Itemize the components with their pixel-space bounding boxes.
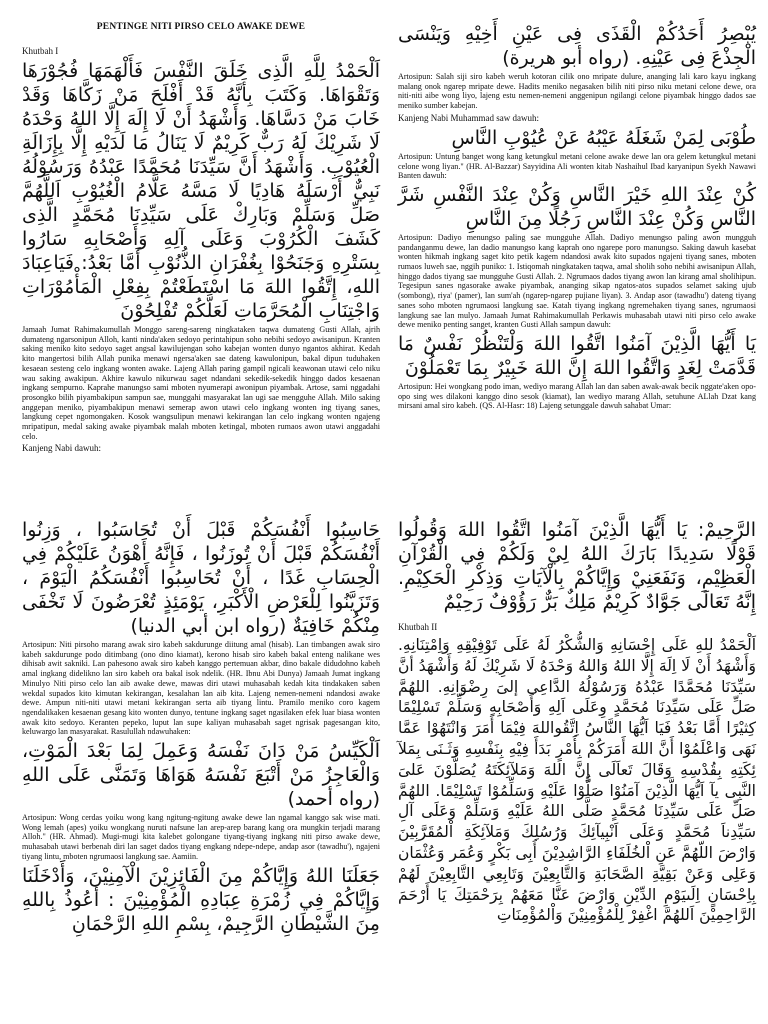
arabic-opening-prayer: اَلْحَمْدُ لِلَّهِ الَّذِى خَلَقَ النَّفْسَ فَأَلْهَمَهَا فُجُوْرَهَا وَتَقْوَاهَا. وَكَتَبَ بِأَنَّهُ قَدْ أَفْلَحَ مَنْ زَكَّاهَا وَقَدْ خَابَ مَنْ دَسَّاهَا. وَأَشْهَدُ أَنْ لَا إِلَهَ إِلَّا اللهُ وَحْدَهُ لَا شَرِيْكَ لَهُ رَبٌّ كَرِيْمٌ لَا يَنَالُ مَا لَدَيْهِ إِلَّا بِإِزَالَةِ الْعُيُوْبِ. وَأَشْهَدُ أَنَّ سَيِّدَنَا مُحَمَّدًا عَبْدُهُ وَرَسُوْلُهُ نَبِيٌّ أَرْسَلَهُ هَادِيًا لَا مَسَّهُ عَلَّامُ الْغُيُوْبِ اَللَّهُمَّ صَلِّ وَسَلِّمْ وَبَارِكْ عَلَى سَيِّدِنَا مُحَمَّدٍ الَّذِى كَشَفَ الْكُرُوْبَ وَعَلَى آلِهِ وَأَصْحَابِهِ سَارُوا بِسَتْرِهِ وَجَنَحُوْا بِغُفْرَانِ الذُّنُوْبِ أَمَّا بَعْدُ: فَيَاعِبَادَ اللهِ، إِتَّقُوا اللهَ مَا اسْتَطَعْتُمْ بِفِعْلِ الْمَأْمُوْرَاتِ وَاجْتِنَابِ الْمُحَرَّمَاتِ لَعَلَّكُمْ تُفْلِحُوْنَ	[22, 60, 380, 322]
quadrant-bottom-right	[398, 518, 756, 1016]
arabic-hadith: اَلْكَيِّسُ مَنْ دَانَ نَفْسَهُ وَعَمِلَ لِمَا بَعْدَ الْمَوْتِ، وَالْعَاجِزُ مَنْ أَتْبَعَ نَفْسَهُ هَوَاهَا وَتَمَنَّى عَلَى اللهِ (رواه أحمد)	[22, 740, 380, 811]
khutbah-2-label: Khutbah II	[398, 622, 438, 632]
translation-4: Artosipun: Hei wongkang podo iman, wediyo marang Allah lan dan saben awak-awak becik nggate'aken opo-opo sing wes dilakoni kanggo dino sesok (kiamat), lan wediyo marang Allah, setuhune ALlah Dzat kang mirsani amal siro kabeh. (QS. Al-Hasr: 18) Lajeng setunggale dawuh sahabat Umar:	[398, 381, 756, 411]
translation-2: Artosipun: Wong cerdas yoiku wong kang ngitung-ngitung awake dewe lan ngamal kanggo sak wise mati. Wong lemah (apes) yoiku wongkang nuruti nafsune lan arep-arep barang kang ora mungkin terjadi marang Alloh." (HR. Ahmad). Mugi-mugi kita kalebet golongane tiyang-tiyang ingkang niti pirso awake dewe, muhasabah utawi berbenah diri lan saget dados tiyang engkang ndepe-ndepe, andap asor (tawadhu'), ngajeni tiyang lintu, mboten ngrumaosi langkung sae. Aamiin.	[22, 813, 380, 861]
arabic-khutbah-1-ending: الرَّحِيمْ: يَا أَيُّهَا الَّذِيْنَ آمَنُوا اتَّقُوا اللهَ وَقُولُوا قَوْلًا سَدِيدًا بَارَكَ اللهُ لِيْ وَلَكُمْ فِي الْقُرْآنِ الْعَظِيْمِ، وَنَفَعَنِيْ وَإِيَّاكُمْ بِالْآيَاتِ وَذِكْرِ الْحَكِيْمِ. إِنَّهُ تَعَالَى جَوَّادٌ كَرِيْمٌ مَلِكٌ بَرٌّ رَؤُوْفٌ رَحِيْمٌ	[398, 519, 756, 613]
quadrant-top-right	[398, 22, 756, 472]
translation-3: Artosipun: Dadiyo menungso paling sae mungguhe Allah. Dadiyo menungso paling awon mungguh pandanganmu dewe, lan dadio manungso kang kaprah ono ngarepe poro manungso. Saking dawuh kasebat wonten hikmah ingkang saget kito petik kagem ndandosi awak kito supados ngajeni tiyang sanes, mboten rumaos luweh sae, nggih puniko: 1. Istiqomah ningkataken taqwa, amal sholih soho nebihi awisanipun Allah, hinggo dados tiyang sae mungguhe Gusti Allah. 2. Ngrumaos dados tiyang awon lan kirang amal sholihipun. Tegesipun sanes ngasorake awake piyambak, ananging sikap ngatos-atos supados selamet saking ujub (sombong), riya' (pamer), lan sum'ah (ngarep-ngarep pujiane liyan). 3. Andap asor (tawadhu') dateng tiyang sanes soho mboten ngrumaosi langkung sae. Katah tiyang ingkang ngremehaken tiyang sanes, ngrumaosi langkung sae lan mulyo. Jamaah Jumat Rahimakumullah Perkawis muhasabah utawi niti pirso celo awake dewe meniko penting sanget, kranten Gusti Allah sampun dawuh:	[398, 232, 756, 330]
translation-2: Artosipun: Untung banget wong kang ketungkul metani celone awake dewe lan ora gelem ketungkul metani celone wong liyan." (HR. Al-Bazzar) Sayyidina Ali wonten kitab Nashaihul Ibad karyanipun Syekh Nawawi Banten dawuh:	[398, 151, 756, 181]
hadith-2-label: Kanjeng Nabi Muhammad saw dawuh:	[398, 112, 539, 123]
arabic-khutbah-2: اَلْحَمْدُ للهِ عَلَى إِحْسَانِهِ وَالشُّكْرُ لَهُ عَلَى تَوْفِيْقِهِ وَاِمْتِنَانِهِ. وَأَشْهَدُ أَنْ لَا اِلَهَ إِلَّا اللهُ وَاللهُ وَحْدَهُ لَا شَرِيْكَ لَهُ وَأَشْهَدُ أنَّ سَيِّدَنَا مُحَمَّدًا عَبْدُهُ وَرَسُوْلُهُ الدَّاعِى إلىَ رِضْوَانِهِ. اللهُمَّ صَلِّ عَلَى سَيِّدِنَا مُحَمَّدٍ وِعَلَى اَلِهِ وَأَصْحَابِهِ وَسَلِّمْ تَسْلِيْمًا كِثيْرًا أَمَّا بَعْدُ فَيَا اَيُّهَا النَّاسُ اِتَّقُواللهَ فِيْمَا أَمَرَ وَانْتَهُوْا عَمَّا نَهَى وَاعْلَمُوْا أَنَّ اللهَ أَمَرَكُمْ بِأَمْرٍ بَدَأَ فِيْهِ بِنَفْسِهِ وَثَـنَى بِمَلآ ئِكَتِهِ بِقُدْسِهِ وَقَالَ تَعاَلَى إِنَّ اللهَ وَمَلآئِكَتَهُ يُصَلُّوْنَ عَلىَ النَّبِى يآ اَيُّهَا الَّذِيْنَ آمَنُوْا صَلُّوْا عَلَيْهِ وَسَلِّمُوْا تَسْلِيْمًا. اللهُمَّ صَلِّ عَلَى سَيِّدِنَا مُحَمَّدٍ صَلَّى اللهُ عَلَيْهِ وَسَلِّمْ وَعَلَى آلِ سَيِّدِناَ مُحَمَّدٍ وَعَلَى اَنْبِيآئِكَ وَرُسُلِكَ وَمَلآئِكَةِ اْلمُقَرَّبِيْنَ وَارْضَ اللّهُمَّ عَنِ اْلخُلَفَاءِ الرَّاشِدِيْنَ أَبِى بَكْرٍ وَعُمَر وَعُثْمَان وَعَلِى وَعَنْ بَقِيَّةِ الصَّحَابَةِ وَالتَّابِعِيْنَ وَتَابِعِي التَّابِعِيْنَ لَهُمْ بِاِحْسَانٍ اِلَىيَوْمِ الدِّيْنِ وَارْضَ عَنَّا مَعَهُمْ بِرَحْمَتِكَ يَا أَرْحَمَ الرَّاحِمِيْنَ اَللهُمَّ اغْفِرْ لِلْمُؤْمِنِيْنَ وَاْلمُؤْمِنَاتِ	[398, 636, 756, 925]
arabic-hadith-1: يُبْصِرُ أَحَدُكُمْ الْقَذَى فِى عَيْنِ أَخِيْهِ وَيَنْسَى الْجِذْعَ فِى عَيْنِهِ. (رواه أبو هريرة)	[398, 23, 756, 69]
khutbah-1-label: Khutbah I	[22, 46, 59, 56]
arabic-quote-ali: كُنْ عِنْدَ اللهِ خَيْرَ النَّاسِ وَكُنْ عِنْدَ النَّفْسِ شَرَّ النَّاسِ وَكُنْ عِنْدَ النَّاسِ رَجُلًا مِنَ النَّاسِ	[398, 183, 756, 230]
quadrant-bottom-left	[22, 518, 380, 1016]
hadith-intro-label: Kanjeng Nabi dawuh:	[22, 443, 101, 454]
arabic-hadith-2: طُوْبَى لِمَنْ شَغَلَهُ عَيْبُهُ عَنْ عُيُوْبِ النَّاسِ	[451, 126, 756, 149]
quadrant-top-left	[22, 22, 380, 472]
translation-paragraph: Jamaah Jumat Rahimakumullah Monggo sareng-sareng ningkataken taqwa dumateng Gusti Allah, ajrih dumateng ngarsonipun Alloh, kanti ninda'aken sedoyo perintahipun soho nebihi sedoyo awisanipun. Kranten saking meniko kito sedoyo saget angsal kawilujengan soho kabejan wonten dunyo ngantos akhirat. Kedah kito mangertosi bilih Allah punika menawi ngersa'aken sae dateng kawulonipun, bakal dipun tuduhaken kesaean sesteng celo ingkang wonten awake. Lajeng Allah paring gampil ngicali keawonan utawi celo niku wau saking awakipun. Akhire kawulo nikurwau saget ndandani sekedik-sekedik hinggo dados kesaenan ingkang sempurno. Kaprahe manungso sami mboten nyumerapi awonipun piyambak. Artose, sami nggadahi prosongko bilih piyambakipun sampun sae, munggahi masyarakat lan ugi sae mengguhe Allah. Milo saking anggepan meniko, piyambakipun menawi semerap awon utawi celo ingkang wonten ing tiyang sanes, langkung cepet ngomongaken. Kosok wangsulipun menawi kekirangan lan celo ingkang wonten ngajeng mripatipun, medal saking awake piyambak malah mboten ketingal, mboten rumaos awon utawi anggadahi celo.	[22, 325, 380, 441]
document-title: PENTINGE NITI PIRSO CELO AWAKE DEWE	[96, 22, 306, 32]
arabic-closing-prayer: جَعَلَنَا اللهُ وَإِيَّاكُمْ مِنَ الْفَائِزِيْنَ الْآمِنِيْنَ، وَأَدْخَلَنَا وَإِيَّاكُمْ فِي زُمْرَةِ عِبَادِهِ الْمُؤْمِنِيْنَ : أَعُوذُ بِاللهِ مِنَ الشَّيْطَانِ الرَّجِيمْ، بِسْمِ اللهِ الرَّحْمَانِ	[22, 864, 380, 935]
translation-1: Artosipun: Salah siji siro kabeh weruh kotoran cilik ono mripate dulure, ananging lali karo kayu ingkang malang onok ngarep mripate dewe. Hadits meniko negasaken bilih niti pirso niku metani celone dewe, ora niti-niti aibe wong liyo, lajeng estu nemen-nemeni anggenipun ngilangi celone piyambak hinggo dados sae meniko sumber kabejan.	[398, 72, 756, 111]
arabic-umar-quote: حَاسِبُوا أَنْفُسَكُمْ قَبْلَ أَنْ تُحَاسَبُوا ، وَزِنُوا أَنْفُسَكُمْ قَبْلَ أَنْ تُوزَنُوا ، فَإِنَّهُ أَهْوَنُ عَلَيْكُمْ فِي الْحِسَابِ غَدًا ، أَنْ تُحَاسِبُوا أَنْفُسَكُمُ الْيَوْمَ ، وَتَزَيَّنُوا لِلْعَرْضِ الْأَكْبَرِ، يَوْمَئِذٍ تُعْرَضُونَ لَا تَخْفَى مِنْكُمْ خَافِيَةٌ (رواه ابن أبي الدنيا)	[22, 519, 380, 637]
arabic-quran-verse: يَا أَيُّهَا الَّذِيْنَ آمَنُوا اتَّقُوا اللهَ وَلْتَنْظُرْ نَفْسٌ مَا قَدَّمَتْ لِغَدٍ وَاتَّقُوا اللهَ إِنَّ اللهَ خَبِيْرٌ بِمَا تَعْمَلُوْنَ	[398, 332, 756, 379]
translation-1: Artosipun: Niti pirsoho marang awak siro kabeh sakdurunge diitung amal (hisab). Lan timbangen awak siro kabeh sakdurunge podo ditimbang (ono dino kiamat), kerono hisab siro kabeh bakal enteng nalikane wes dihisab awit sakniki. Lan pahesono awak siro kabeh kanggo pertemuan akbar, dino bakale didudohno kabeh amal ingkang didelikno lan siro kabeh ora bakal isok ndelik. (HR. Ibnu Abi Dunya) Jamaah Jumat ingkang Minulyo Niti pirso celo lan aib awake dewe, mawas diri utawi muhasabah kedah kita tindakaken saben wekdal supados kito kimutan kekirangan, kesalahan lan aib kita. Lajeng nemen-nemeni ndandosi awake dewe. Ampun niti-niti utawi metani kekirangan serta aib tiyang lintu. Pramilo meniko coro kagem ngendalikaken kesaenan gesang kito wonten dunyo, tentune ingkang saget ngasilaken efek luar biasa wonten awak kito sedoyo. Keranten pepeko, luput lan supe kaliyan muhasabah saget ngrisak pagesangan kito, keluwargo lan masyarakat. Rasulullah ndawuhaken:	[22, 640, 380, 737]
